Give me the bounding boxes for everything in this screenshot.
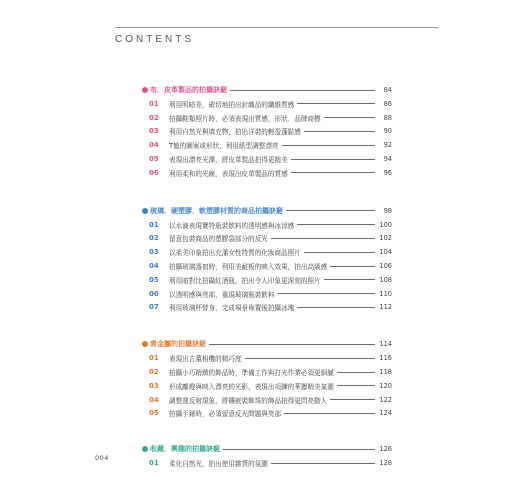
entry-number: 04: [149, 141, 159, 150]
entry-number: 02: [149, 113, 159, 122]
leader-line: [291, 159, 375, 160]
section-title: 布．皮革製品的拍攝訣竅: [150, 86, 227, 94]
entry-page-number: 102: [379, 234, 392, 243]
toc-entry[interactable]: [142, 218, 392, 232]
section-heading[interactable]: [142, 83, 392, 97]
toc-entry[interactable]: [142, 152, 392, 166]
toc-section: [142, 442, 392, 470]
section-title: 收藏．興趣的拍攝訣竅: [150, 445, 220, 454]
entry-number: 05: [149, 409, 159, 418]
entry-page-number: 94: [383, 155, 392, 164]
entry-title: 利用柔和的光線，表現出皮革製品的質感: [169, 169, 288, 178]
entry-title: 留意包裝商品的塑膠袋部分的反光: [169, 235, 268, 244]
page-title: CONTENTS: [115, 34, 194, 45]
leader-line: [223, 449, 375, 450]
leader-line: [209, 344, 375, 345]
toc-entry[interactable]: [142, 301, 392, 315]
toc-entry[interactable]: [142, 407, 392, 421]
page-number: 004: [95, 454, 109, 462]
entry-page-number: 120: [379, 381, 392, 390]
header-rule: [115, 27, 438, 28]
entry-title: 拍攝鞋類照片時，必須表現出質感，形狀．品牌商標: [169, 114, 321, 123]
toc-entry[interactable]: [142, 125, 392, 139]
entry-number: 06: [149, 289, 159, 298]
entry-number: 06: [149, 168, 159, 177]
entry-title: 形成離燈與映入漂亮的光影，表現出項鍊的華麗精美氣圍: [169, 382, 334, 391]
entry-page-number: 90: [383, 127, 392, 136]
entry-page-number: 106: [379, 262, 392, 271]
entry-page-number: 104: [379, 248, 392, 257]
toc-entry[interactable]: [142, 351, 392, 365]
entry-title: 拍攝手錶時，必須留意反光問題與亮部: [169, 410, 282, 419]
entry-page-number: 110: [379, 289, 392, 298]
entry-number: 01: [149, 220, 159, 229]
entry-number: 03: [149, 381, 159, 390]
leader-line: [286, 210, 375, 211]
section-title: 玻璃．硬塑膠．軟塑膠材質的商品拍攝訣竅: [150, 206, 283, 215]
entry-page-number: 108: [379, 275, 392, 284]
entry-title: 利用玻璃杯替身，完成場景佈置後拍攝冰塊: [169, 304, 295, 313]
entry-title: 以透明感與亮部，重現玻璃瓶裝飲料: [169, 290, 275, 299]
leader-line: [282, 145, 375, 146]
leader-line: [337, 372, 375, 373]
entry-page-number: 118: [379, 368, 392, 377]
leader-line: [324, 117, 375, 118]
entry-number: 02: [149, 368, 159, 377]
entry-title: T恤的圖案或形狀，利用紙型調整漂亮: [169, 142, 279, 151]
toc-entry[interactable]: [142, 287, 392, 301]
entry-page-number: 112: [379, 303, 392, 312]
entry-number: 04: [149, 262, 159, 271]
section-page-number: 114: [379, 340, 392, 349]
section-page-number: 126: [379, 445, 392, 454]
entry-page-number: 128: [379, 459, 392, 468]
section-bullet-icon: [142, 87, 148, 93]
entry-number: 03: [149, 127, 159, 136]
leader-line: [304, 131, 375, 132]
entry-number: 07: [149, 303, 159, 312]
entry-number: 05: [149, 275, 159, 284]
toc-entry[interactable]: [142, 259, 392, 273]
toc-entry[interactable]: [142, 456, 392, 470]
entry-title: 拍攝小巧精緻的飾品時，準備工作與打光作業必須更細膩: [169, 369, 334, 378]
entry-page-number: 116: [379, 354, 392, 363]
toc-entry[interactable]: [142, 393, 392, 407]
entry-title: 拍攝玻璃器皿時，利用美耐板的映入效果，拍出高級感: [169, 263, 328, 272]
leader-line: [245, 358, 375, 359]
section-page-number: 98: [383, 206, 392, 215]
section-bullet-icon: [142, 341, 148, 347]
section-heading[interactable]: [142, 337, 392, 351]
toc-entry[interactable]: [142, 365, 392, 379]
entry-title: 柔化自然光，拍出使用雜貨的氛圍: [169, 460, 268, 469]
entry-number: 04: [149, 395, 159, 404]
table-of-contents: [142, 83, 392, 492]
entry-title: 以水滴表現寶特瓶裝飲料的透明感與冰涼感: [169, 221, 295, 230]
toc-section: [142, 337, 392, 420]
entry-title: 以柔美印象拍出充滿女性特質的化妝商品照片: [169, 249, 301, 258]
leader-line: [337, 385, 375, 386]
leader-line: [271, 463, 375, 464]
leader-line: [304, 252, 375, 253]
entry-number: 03: [149, 248, 159, 257]
entry-page-number: 92: [383, 141, 392, 150]
toc-section: [142, 204, 392, 315]
leader-line: [324, 279, 375, 280]
leader-line: [291, 172, 375, 173]
entry-number: 01: [149, 459, 159, 468]
entry-title: 利用暗對比拍攝紅酒瓶，拍出令人印象更深刻的照片: [169, 276, 321, 285]
leader-line: [284, 413, 375, 414]
leader-line: [330, 266, 375, 267]
leader-line: [330, 399, 375, 400]
toc-entry[interactable]: [142, 245, 392, 259]
leader-line: [297, 224, 375, 225]
toc-entry[interactable]: [142, 273, 392, 287]
entry-title: 調整運反射現象，將鑲嵌裝飾珠的飾品拍得更閃亮動人: [169, 396, 328, 405]
toc-section: [142, 83, 392, 180]
entry-page-number: 88: [383, 113, 392, 122]
entry-number: 01: [149, 99, 159, 108]
section-bullet-icon: [142, 446, 148, 452]
toc-entry[interactable]: [142, 97, 392, 111]
leader-line: [297, 307, 375, 308]
section-bullet-icon: [142, 208, 148, 214]
entry-page-number: 122: [379, 395, 392, 404]
section-page-number: 84: [383, 86, 392, 94]
section-title: 貴金屬的拍攝訣竅: [150, 340, 206, 349]
entry-title: 表現出漂亮光澤，將皮革製品拍得更精美: [169, 156, 288, 165]
leader-line: [278, 293, 376, 294]
entry-title: 利用自然光與填充物，拍出洋裝的輕盈蓬鬆感: [169, 128, 301, 137]
entry-page-number: 124: [379, 409, 392, 418]
entry-page-number: 96: [383, 168, 392, 177]
toc-entry[interactable]: [142, 138, 392, 152]
entry-number: 01: [149, 354, 159, 363]
entry-number: 05: [149, 155, 159, 164]
toc-entry[interactable]: [142, 379, 392, 393]
entry-page-number: 100: [379, 220, 392, 229]
toc-entry[interactable]: [142, 111, 392, 125]
toc-entry[interactable]: [142, 232, 392, 246]
leader-line: [230, 90, 375, 91]
leader-line: [297, 103, 375, 104]
entry-number: 02: [149, 234, 159, 243]
entry-title: 利用明暗差，確切地拍出針織品的纖維質感: [169, 100, 295, 109]
entry-title: 表現出古董相機的精巧度: [169, 355, 242, 364]
entry-page-number: 86: [383, 99, 392, 108]
toc-entry[interactable]: [142, 166, 392, 180]
section-heading[interactable]: [142, 442, 392, 456]
section-heading[interactable]: [142, 204, 392, 218]
leader-line: [271, 238, 375, 239]
